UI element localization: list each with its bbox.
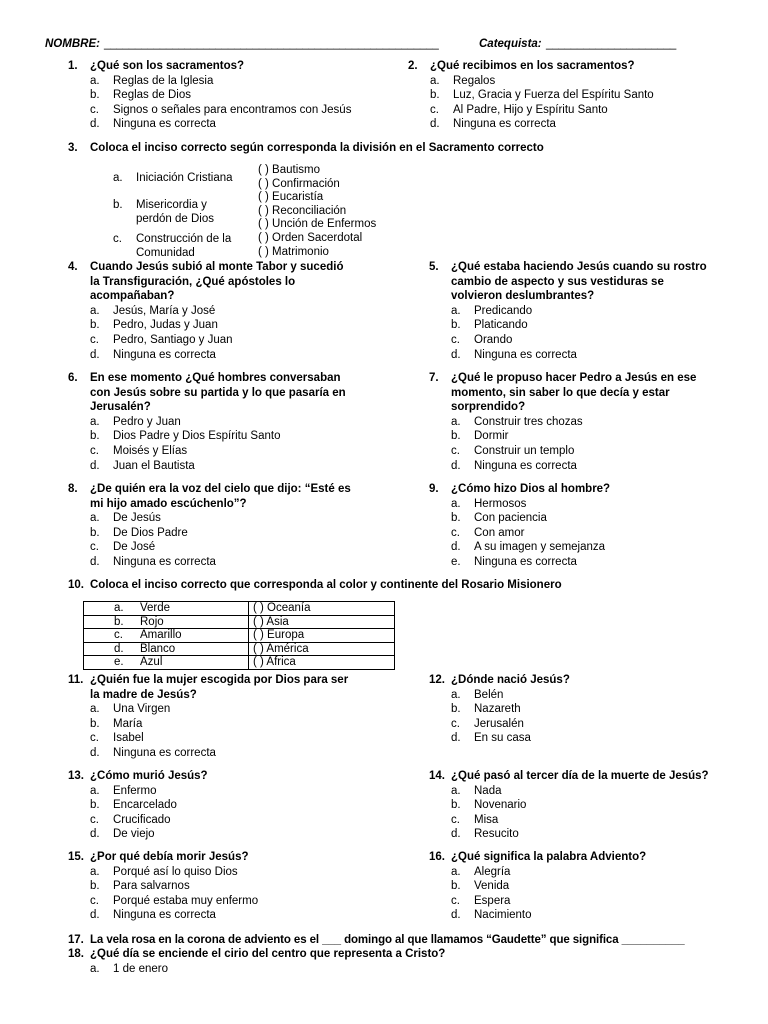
q3-group-c-letter: c. [113, 233, 122, 245]
q3-group-c-line2: Comunidad [136, 247, 195, 259]
continent-cell[interactable]: ( ) América [249, 642, 395, 656]
nombre-blank[interactable]: ______________________________________________________ [104, 38, 439, 50]
sacrament-item[interactable]: ( ) Bautismo [258, 164, 320, 176]
catequista-label: Catequista: [479, 38, 542, 50]
continent-cell[interactable]: ( ) Europa [249, 629, 395, 643]
table-row: e. Azul ( ) Africa [84, 656, 395, 670]
catequista-blank[interactable]: _____________________ [546, 38, 677, 50]
q3-group-b-line1: Misericordia y [136, 199, 207, 211]
q3-group-c-line1: Construcción de la [136, 233, 232, 245]
q3-group-b-letter: b. [113, 199, 123, 211]
table-row: b. Rojo ( ) Asia [84, 615, 395, 629]
q3-group-b-line2: perdón de Dios [136, 213, 214, 225]
table-row: c. Amarillo ( ) Europa [84, 629, 395, 643]
sacrament-item[interactable]: ( ) Eucaristía [258, 191, 324, 204]
q3-sacraments-list [258, 164, 376, 259]
sacrament-item[interactable]: ( ) Matrimonio [258, 245, 329, 258]
sacrament-item[interactable]: ( ) Confirmación [258, 177, 340, 190]
sacrament-item[interactable]: ( ) Orden Sacerdotal [258, 231, 363, 244]
sacrament-item[interactable]: ( ) Unción de Enfermos [258, 218, 377, 231]
continent-cell[interactable]: ( ) Asia [249, 615, 395, 629]
nombre-label: NOMBRE: [45, 38, 100, 50]
continent-cell[interactable]: ( ) Oceanía [249, 602, 395, 616]
continent-cell[interactable]: ( ) Africa [249, 656, 395, 670]
table-row: a. Verde ( ) Oceanía [84, 602, 395, 616]
sacrament-item[interactable]: ( ) Reconciliación [258, 204, 347, 217]
q3-group-a-letter: a. [113, 172, 123, 184]
q3-group-a: Iniciación Cristiana [136, 172, 233, 184]
rosary-table [83, 601, 395, 670]
table-row: d. Blanco ( ) América [84, 642, 395, 656]
